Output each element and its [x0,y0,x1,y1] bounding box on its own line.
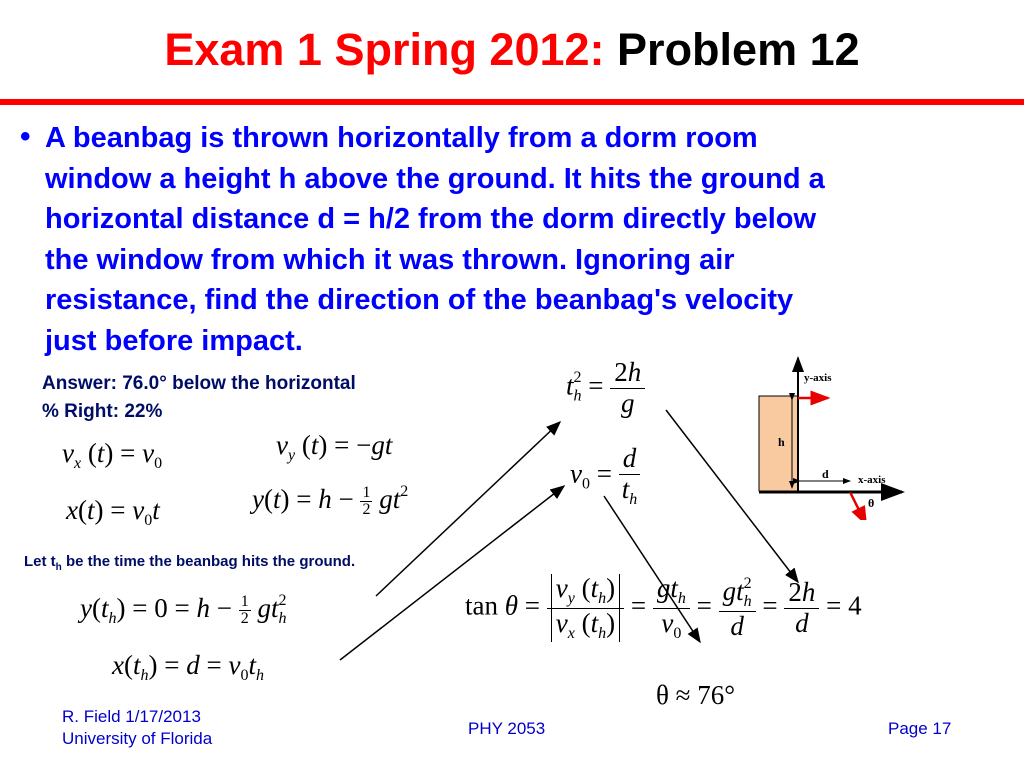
title-problem: Problem 12 [617,24,860,75]
eq-th-squared: $t_h^2$ = $\frac{2h}{g}$ [566,358,645,418]
eq-x-th: $x(t_h) = d = v_0t_h$ [112,650,264,684]
footer-institution: University of Florida [62,729,213,748]
problem-line: horizontal distance d = h/2 from the dorm directly below [45,203,817,235]
eq-v0: $v_0$ = $\frac{d}{t_h}$ [570,444,640,508]
h-label: h [778,435,785,449]
eq-vx: $v_x$ $(t) = v_0$ [62,438,163,472]
footer-author: R. Field 1/17/2013 [62,707,201,726]
y-axis-label: y-axis [804,372,832,384]
title-exam: Exam 1 Spring 2012: [164,24,605,75]
eq-y: y(t) = h − $\frac{1}{2}$ $gt^2$ [252,483,409,519]
problem-line: A beanbag is thrown horizontally from a dorm room [45,122,758,154]
bullet-point: • [20,120,31,153]
problem-line: the window from which it was thrown. Ignoring air [45,243,735,276]
x-axis-label: x-axis [858,474,886,486]
projectile-diagram [740,350,920,520]
let-th-text: Let $t_h$ be the time the beanbag hits the ground. [24,553,356,573]
answer-line: Answer: 76.0° below the horizontal [42,373,356,394]
eq-x: $x(t) = v_0t$ [66,495,160,529]
problem-line: window a height h above the ground. It hits the ground a [45,162,825,195]
arrow-v0-to-tan [604,496,700,642]
percent-right: % Right: 22% [42,401,163,422]
eq-y-th: $y(t_h) = 0 = h$ − $\frac{1}{2}$ $gt_h^2$ [80,592,287,628]
result-theta: θ ≈ 76° [656,680,736,710]
problem-line: just before impact. [45,324,303,357]
d-label: d [822,467,829,481]
eq-tan-theta: tan θ = $\frac{v_y (t_h)}{v_x (t_h)}$ = $\frac{gt_h}{v_0}$ = $\frac{gt_h^2}{d}$ = $\frac{2h}{d}$ = 4 [465,573,862,642]
theta-label: θ [868,496,875,510]
problem-line: resistance, find the direction of the beanbag's velocity [45,284,794,316]
arrow-x-th-to-v0 [340,486,564,660]
footer-course: PHY 2053 [468,719,546,738]
arrow-y-th-to-th2 [376,422,560,596]
eq-vy: $v_y$ (t) = −gt [276,430,393,464]
footer-page: Page 17 [888,719,952,738]
footer-author-block [62,706,212,750]
impact-velocity-arrow [850,492,866,520]
